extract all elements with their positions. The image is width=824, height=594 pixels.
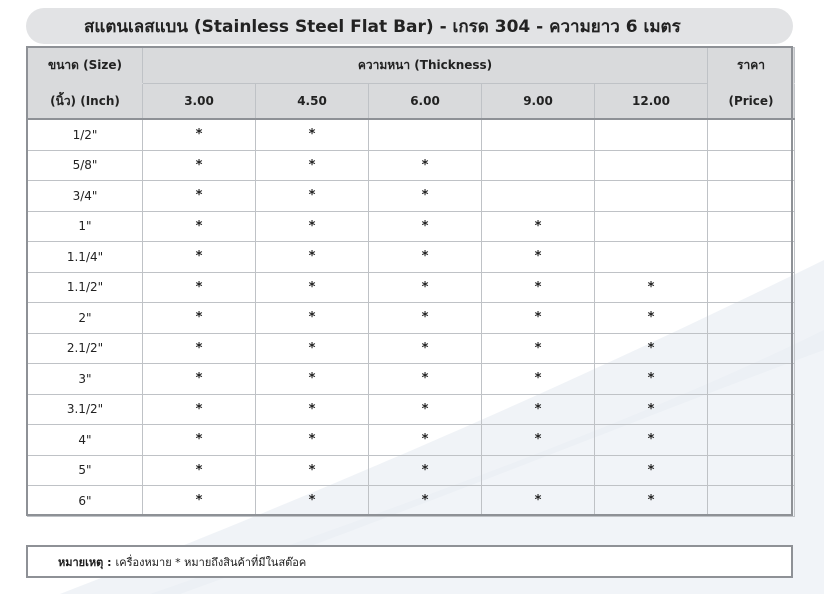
stock-table	[27, 47, 795, 517]
thickness-value: 6.00	[369, 84, 482, 120]
stock-mark-cell: *	[143, 119, 256, 150]
price-cell	[708, 242, 795, 273]
stock-mark-cell: *	[143, 211, 256, 242]
empty-cell	[595, 242, 708, 273]
note-label: หมายเหตุ :	[58, 555, 112, 569]
price-cell	[708, 486, 795, 517]
stock-mark-cell: *	[143, 333, 256, 364]
table-row	[28, 242, 795, 273]
empty-cell	[595, 211, 708, 242]
thickness-value: 3.00	[143, 84, 256, 120]
table-row	[28, 272, 795, 303]
stock-mark-cell: *	[256, 364, 369, 395]
stock-mark-cell: *	[595, 303, 708, 334]
empty-cell	[595, 119, 708, 150]
stock-mark-cell: *	[143, 181, 256, 212]
stock-mark-cell: *	[143, 303, 256, 334]
empty-cell	[369, 119, 482, 150]
stock-mark-cell: *	[369, 242, 482, 273]
empty-cell	[482, 150, 595, 181]
stock-mark-cell: *	[482, 333, 595, 364]
thickness-value: 12.00	[595, 84, 708, 120]
stock-mark-cell: *	[595, 394, 708, 425]
table-row	[28, 486, 795, 517]
table-row	[28, 364, 795, 395]
stock-mark-cell: *	[256, 272, 369, 303]
stock-mark-cell: *	[482, 242, 595, 273]
stock-mark-cell: *	[369, 333, 482, 364]
size-cell: 2"	[28, 303, 143, 334]
stock-mark-cell: *	[143, 272, 256, 303]
table-row	[28, 211, 795, 242]
stock-mark-cell: *	[143, 150, 256, 181]
empty-cell	[482, 455, 595, 486]
price-unit-header: (Price)	[708, 84, 795, 120]
stock-mark-cell: *	[256, 150, 369, 181]
table-row	[28, 425, 795, 456]
price-cell	[708, 119, 795, 150]
thickness-header: ความหนา (Thickness)	[143, 48, 708, 84]
size-cell: 1"	[28, 211, 143, 242]
stock-mark-cell: *	[143, 364, 256, 395]
stock-mark-cell: *	[482, 364, 595, 395]
stock-mark-cell: *	[595, 425, 708, 456]
stock-mark-cell: *	[369, 272, 482, 303]
price-cell	[708, 211, 795, 242]
empty-cell	[482, 181, 595, 212]
stock-mark-cell: *	[595, 333, 708, 364]
stock-mark-cell: *	[482, 425, 595, 456]
thickness-value: 4.50	[256, 84, 369, 120]
note-box	[26, 545, 793, 578]
note-text: เครื่องหมาย * หมายถึงสินค้าที่มีในสต๊อค	[115, 555, 307, 569]
stock-mark-cell: *	[256, 119, 369, 150]
stock-mark-cell: *	[482, 394, 595, 425]
stock-mark-cell: *	[595, 364, 708, 395]
size-cell: 1.1/2"	[28, 272, 143, 303]
stock-mark-cell: *	[256, 425, 369, 456]
table-row	[28, 333, 795, 364]
size-cell: 1.1/4"	[28, 242, 143, 273]
price-cell	[708, 150, 795, 181]
stock-mark-cell: *	[256, 455, 369, 486]
stock-mark-cell: *	[143, 242, 256, 273]
size-cell: 4"	[28, 425, 143, 456]
stock-mark-cell: *	[482, 211, 595, 242]
stock-mark-cell: *	[143, 394, 256, 425]
table-row	[28, 119, 795, 150]
table-row	[28, 181, 795, 212]
stock-mark-cell: *	[369, 425, 482, 456]
stock-mark-cell: *	[256, 242, 369, 273]
stock-mark-cell: *	[369, 211, 482, 242]
stock-mark-cell: *	[595, 486, 708, 517]
stock-mark-cell: *	[369, 486, 482, 517]
size-cell: 2.1/2"	[28, 333, 143, 364]
stock-mark-cell: *	[369, 150, 482, 181]
stock-mark-cell: *	[256, 333, 369, 364]
size-unit-header: (นิ้ว) (Inch)	[28, 84, 143, 120]
size-header: ขนาด (Size)	[28, 48, 143, 84]
size-cell: 5/8"	[28, 150, 143, 181]
price-cell	[708, 425, 795, 456]
thickness-value: 9.00	[482, 84, 595, 120]
empty-cell	[595, 181, 708, 212]
stock-mark-cell: *	[256, 486, 369, 517]
stock-mark-cell: *	[143, 455, 256, 486]
price-cell	[708, 455, 795, 486]
table-row	[28, 455, 795, 486]
size-cell: 3.1/2"	[28, 394, 143, 425]
stock-mark-cell: *	[143, 486, 256, 517]
stock-mark-cell: *	[369, 181, 482, 212]
stock-mark-cell: *	[369, 364, 482, 395]
table-row	[28, 150, 795, 181]
page-title: สแตนเลสแบน (Stainless Steel Flat Bar) - เกรด 304 - ความยาว 6 เมตร	[84, 16, 681, 37]
stock-mark-cell: *	[369, 303, 482, 334]
stock-mark-cell: *	[482, 486, 595, 517]
price-cell	[708, 364, 795, 395]
title-bar	[26, 8, 793, 44]
table-row	[28, 394, 795, 425]
price-cell	[708, 303, 795, 334]
price-cell	[708, 272, 795, 303]
stock-mark-cell: *	[369, 455, 482, 486]
price-header: ราคา	[708, 48, 795, 84]
table-row	[28, 303, 795, 334]
stock-mark-cell: *	[256, 181, 369, 212]
price-cell	[708, 181, 795, 212]
price-cell	[708, 394, 795, 425]
stock-mark-cell: *	[482, 272, 595, 303]
stock-mark-cell: *	[482, 303, 595, 334]
stock-mark-cell: *	[595, 455, 708, 486]
table-body	[28, 119, 795, 516]
empty-cell	[482, 119, 595, 150]
stock-mark-cell: *	[256, 211, 369, 242]
stock-mark-cell: *	[256, 303, 369, 334]
size-cell: 3/4"	[28, 181, 143, 212]
size-cell: 5"	[28, 455, 143, 486]
price-cell	[708, 333, 795, 364]
stock-mark-cell: *	[595, 272, 708, 303]
stock-mark-cell: *	[369, 394, 482, 425]
empty-cell	[595, 150, 708, 181]
size-cell: 3"	[28, 364, 143, 395]
stock-mark-cell: *	[143, 425, 256, 456]
size-cell: 6"	[28, 486, 143, 517]
size-cell: 1/2"	[28, 119, 143, 150]
stock-mark-cell: *	[256, 394, 369, 425]
